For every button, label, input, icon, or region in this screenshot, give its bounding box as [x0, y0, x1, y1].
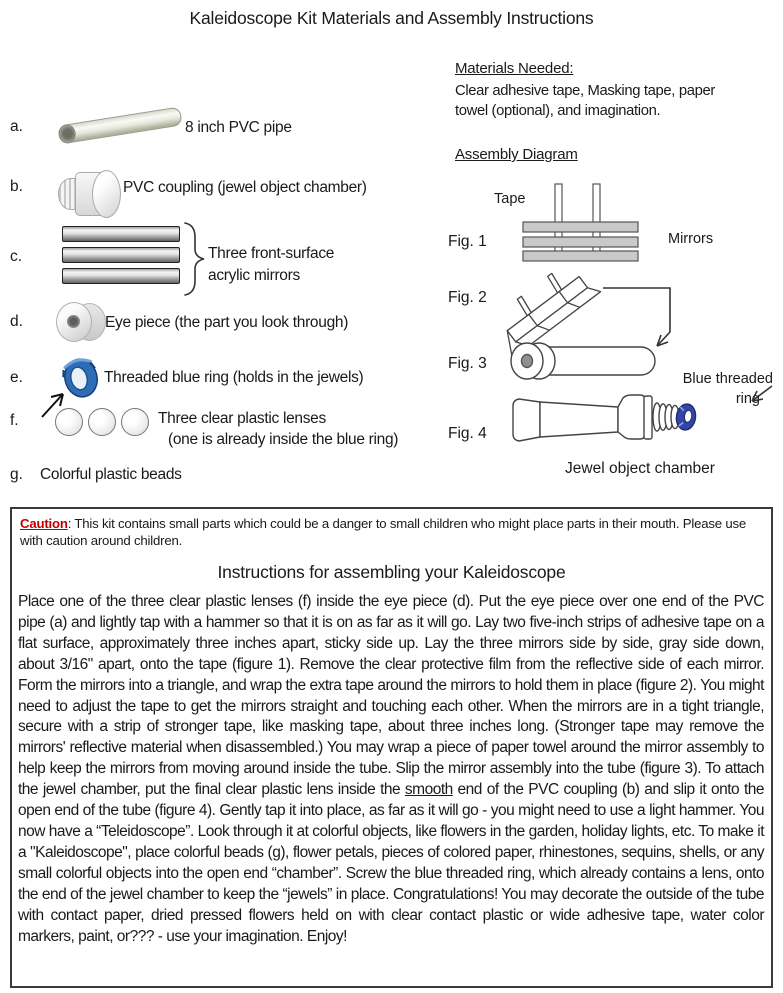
mirrors-label: Mirrors	[668, 231, 714, 247]
blue-ring-arrow	[752, 386, 772, 401]
part-label-b: PVC coupling (jewel object chamber)	[123, 179, 367, 196]
blue-ring-callout-line1: Blue threaded	[682, 371, 773, 387]
fig4-blue-ring	[675, 403, 697, 431]
mirror-bar-2	[62, 247, 180, 263]
part-label-g: Colorful plastic beads	[40, 466, 182, 483]
instructions-box	[10, 507, 773, 988]
blue-ring-callout-line2: ring	[735, 391, 760, 407]
fig2-label: Fig. 2	[448, 289, 487, 306]
fig2-to-fig3-arrow	[603, 288, 670, 346]
pvc-coupling-image	[58, 166, 122, 218]
part-label-e: Threaded blue ring (holds in the jewels)	[104, 369, 364, 386]
fig4-label: Fig. 4	[448, 425, 487, 442]
instructions-body	[18, 592, 764, 947]
instructions-text-part1: Place one of the three clear plastic lenses (f) inside the eye piece (d). Put the eye piece over one end of the PVC pipe (a) and lightly tap with a hammer so that it is on as far as it will go. Lay two five-inch strips of adhesive tape on a flat surface, approximately three inches apart, sticky side up. Lay the three mirrors side by side, gray side down, about 3/16" apart, onto the tape (figure 1). Remove the clear protective film from the reflective side of each mirror. Form the mirrors into a triangle, and wrap the extra tape around the mirrors to hold them in place (figure 2). You might need to adjust the tape to get the mirrors straight and touching each other. When the mirrors are in a tight triangle, secure with a strip of stronger tape, like masking tape, about three inches long. (Stronger tape may remove the mirrors' reflective material when disassembled.) You may wrap a piece of paper towel around the mirror assembly to help keep the mirrors from moving around inside the tube. Slip the mirror assembly into the tube (figure 3). To attach the jewel chamber, put the final clear plastic lens inside the	[18, 593, 764, 799]
brace-glyph	[183, 222, 209, 296]
instructions-heading: Instructions for assembling your Kaleidoscope	[217, 562, 566, 582]
fig3-drawing	[511, 343, 655, 379]
instructions-underlined-word: smooth	[404, 781, 453, 799]
fig3-label: Fig. 3	[448, 355, 487, 372]
page-title: Kaleidoscope Kit Materials and Assembly Instructions	[189, 8, 594, 28]
materials-line2: towel (optional), and imagination.	[455, 103, 661, 119]
instructions-text-part2: end of the PVC coupling (b) and slip it onto the open end of the tube (figure 4). Gently tap it into place, as far as it will go - you might need to use a light hammer. You now have a “Teleidoscope”. Look through it at colorful objects, like flowers in the garden, holiday lights, etc. To make it a "Kaleidoscope", place colorful beads (g), flower petals, pieces of colored paper, rhinestones, sequins, shells, or any small colorful objects into the open end “chamber”. Screw the blue threaded ring, which already contains a lens, onto the end of the jewel chamber to keep the “jewels” in place. Congratulations! You may decorate the outside of the tube with contact paper, dried pressed flowers held on with clear contact plastic or wide adhesive tape, water color markers, paint, or??? - use your imagination. Enjoy!	[18, 781, 764, 945]
eyepiece-hole-shape	[67, 315, 80, 328]
fig1-drawing	[523, 184, 638, 261]
materials-heading: Materials Needed:	[455, 60, 574, 77]
mirror-bar-1	[62, 226, 180, 242]
part-letter-e: e.	[10, 369, 23, 386]
lens-2	[88, 408, 116, 436]
caution-word: Caution	[20, 516, 68, 531]
fig1-label: Fig. 1	[448, 233, 487, 250]
mirrors-image	[62, 226, 182, 288]
pipe-opening-shape	[57, 123, 77, 144]
part-letter-c: c.	[10, 248, 23, 265]
fig2-drawing	[487, 257, 601, 358]
lens-1	[55, 408, 83, 436]
part-letter-f: f.	[10, 412, 19, 429]
assembly-diagram	[440, 170, 783, 482]
materials-line1: Clear adhesive tape, Masking tape, paper	[455, 83, 715, 99]
part-label-f-line2: (one is already inside the blue ring)	[168, 431, 399, 448]
coupling-face-shape	[92, 170, 121, 218]
lenses-image	[55, 408, 150, 436]
assembly-diagram-heading: Assembly Diagram	[455, 146, 578, 163]
part-label-d: Eye piece (the part you look through)	[105, 314, 349, 331]
part-letter-d: d.	[10, 313, 23, 330]
part-letter-b: b.	[10, 178, 23, 195]
caution-paragraph	[20, 516, 761, 549]
pipe-body-shape	[57, 106, 182, 144]
tape-label: Tape	[494, 191, 526, 207]
part-letter-g: g.	[10, 466, 23, 483]
jewel-chamber-label: Jewel object chamber	[565, 460, 715, 477]
lens-3	[121, 408, 149, 436]
mirror-bar-3	[62, 268, 180, 284]
caution-text: : This kit contains small parts which could be a danger to small children who might place parts in their mouth. Please use with caution around children.	[20, 516, 746, 548]
part-label-f-line1: Three clear plastic lenses	[158, 410, 326, 427]
part-letter-a: a.	[10, 118, 23, 135]
fig4-drawing	[513, 395, 679, 441]
part-label-c-line1: Three front-surface	[208, 245, 335, 262]
pvc-pipe-image	[52, 102, 190, 150]
part-label-c-line2: acrylic mirrors	[208, 267, 300, 284]
part-label-a: 8 inch PVC pipe	[185, 119, 292, 136]
eye-piece-image	[56, 300, 108, 344]
